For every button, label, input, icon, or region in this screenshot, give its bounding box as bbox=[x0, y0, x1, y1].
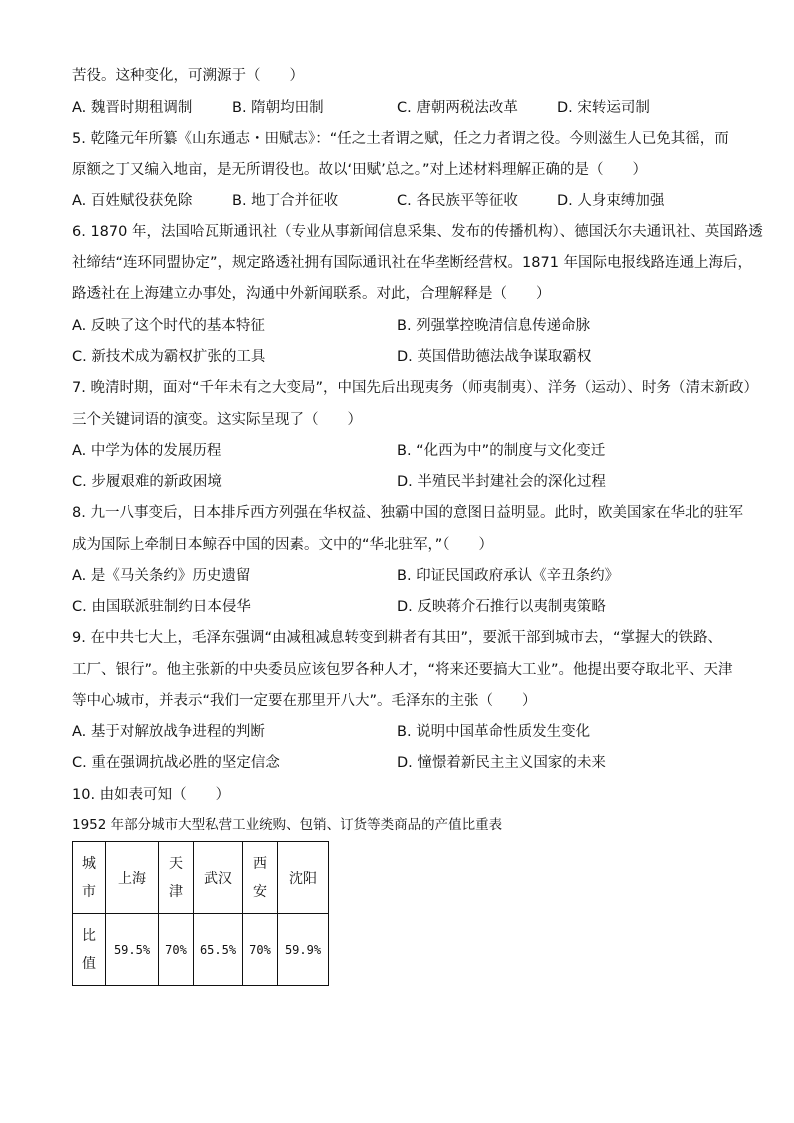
q8-option-d: D. 反映蒋介石推行以夷制夷策略 bbox=[397, 599, 606, 615]
city-name: 武汉 bbox=[204, 870, 232, 887]
city-name-char-1: 天 bbox=[169, 855, 183, 872]
header-label-char-2: 市 bbox=[82, 883, 96, 900]
q8-stem-line-1: 8. 九一八事变后，日本排斥西方列强在华权益、独霸中国的意图日益明显。此时，欧美国家在华北的驻军 bbox=[72, 505, 743, 521]
q8-option-a: A. 是《马关条约》历史遗留 bbox=[72, 568, 251, 584]
row-label-char-2: 值 bbox=[82, 955, 96, 972]
table-header-row bbox=[73, 842, 329, 914]
data-table bbox=[72, 841, 329, 986]
city-cell-wuhan bbox=[194, 842, 243, 914]
q9-option-d: D. 憧憬着新民主主义国家的未来 bbox=[397, 755, 606, 771]
q9-option-b: B. 说明中国革命性质发生变化 bbox=[397, 724, 591, 740]
q6-stem-line-1: 6. 1870 年，法国哈瓦斯通讯社（专业从事新闻信息采集、发布的传播机构）、德国沃尔夫通讯社、英国路透 bbox=[72, 224, 763, 240]
q6-option-a: A. 反映了这个时代的基本特征 bbox=[72, 318, 265, 334]
header-label-cell bbox=[73, 842, 106, 914]
value-cell-wuhan: 65.5% bbox=[194, 914, 243, 986]
q10-stem: 10. 由如表可知（ ） bbox=[72, 787, 231, 803]
city-name-char-2: 津 bbox=[169, 883, 183, 900]
q4-tail-text: 苦役。这种变化，可溯源于（ ） bbox=[72, 68, 304, 84]
q5-option-a: A. 百姓赋役获免除 bbox=[72, 193, 193, 209]
city-name-char-2: 安 bbox=[253, 883, 267, 900]
city-cell-shanghai bbox=[106, 842, 159, 914]
q5-option-c: C. 各民族平等征收 bbox=[397, 193, 518, 209]
q5-stem-line-2: 原额之丁又编入地亩，是无所谓役也。故以‘田赋’总之。”对上述材料理解正确的是（ ） bbox=[72, 162, 647, 178]
q8-option-b: B. 印证民国政府承认《辛丑条约》 bbox=[397, 568, 620, 584]
q8-option-c: C. 由国联派驻制约日本侵华 bbox=[72, 599, 251, 615]
value-cell-xian: 70% bbox=[243, 914, 278, 986]
q7-option-a: A. 中学为体的发展历程 bbox=[72, 443, 222, 459]
q9-stem-line-1: 9. 在中共七大上，毛泽东强调“由减租减息转变到耕者有其田”，要派干部到城市去，“掌握大的铁路、 bbox=[72, 630, 722, 646]
q6-stem-line-3: 路透社在上海建立办事处，沟通中外新闻联系。对此，合理解释是（ ） bbox=[72, 286, 551, 302]
value-cell-shanghai: 59.5% bbox=[106, 914, 159, 986]
q7-stem-line-2: 三个关键词语的演变。这实际呈现了（ ） bbox=[72, 412, 362, 428]
q9-stem-line-3: 等中心城市，并表示“我们一定要在那里开八大”。毛泽东的主张（ ） bbox=[72, 693, 537, 709]
table-value-row bbox=[73, 914, 329, 986]
q5-option-d: D. 人身束缚加强 bbox=[557, 193, 665, 209]
city-name: 上海 bbox=[118, 870, 146, 887]
q4-option-a: A. 魏晋时期租调制 bbox=[72, 100, 193, 116]
q6-option-c: C. 新技术成为霸权扩张的工具 bbox=[72, 349, 266, 365]
q9-stem-line-2: 工厂、银行”。他主张新的中央委员应该包罗各种人才，“将来还要搞大工业”。他提出要夺取北平、天津 bbox=[72, 662, 733, 678]
q5-stem-line-1: 5. 乾隆元年所纂《山东通志・田赋志》：“任之土者谓之赋，任之力者谓之役。今则滋生人已免其徭，而 bbox=[72, 131, 729, 147]
q4-option-d: D. 宋转运司制 bbox=[557, 100, 650, 116]
q8-stem-line-2: 成为国际上牵制日本鲸吞中国的因素。文中的“华北驻军，”（ ） bbox=[72, 537, 494, 553]
table-caption: 1952 年部分城市大型私营工业统购、包销、订货等类商品的产值比重表 bbox=[72, 817, 503, 833]
q6-option-d: D. 英国借助德法战争谋取霸权 bbox=[397, 349, 592, 365]
q4-option-c: C. 唐朝两税法改革 bbox=[397, 100, 518, 116]
row-label-cell bbox=[73, 914, 106, 986]
city-cell-tianjin bbox=[159, 842, 194, 914]
city-name: 沈阳 bbox=[289, 870, 317, 887]
q9-option-c: C. 重在强调抗战必胜的坚定信念 bbox=[72, 755, 280, 771]
q7-stem-line-1: 7. 晚清时期，面对“千年未有之大变局”，中国先后出现夷务（师夷制夷）、洋务（运动）、时务（清末新政） bbox=[72, 380, 758, 396]
q7-option-c: C. 步履艰难的新政困境 bbox=[72, 474, 222, 490]
q4-option-b: B. 隋朝均田制 bbox=[232, 100, 324, 116]
q5-option-b: B. 地丁合并征收 bbox=[232, 193, 339, 209]
value-cell-shenyang: 59.9% bbox=[278, 914, 329, 986]
row-label-char-1: 比 bbox=[82, 927, 96, 944]
q6-option-b: B. 列强掌控晚清信息传递命脉 bbox=[397, 318, 591, 334]
q7-option-b: B. “化西为中”的制度与文化变迁 bbox=[397, 443, 606, 459]
city-cell-shenyang bbox=[278, 842, 329, 914]
city-name-char-1: 西 bbox=[253, 855, 267, 872]
city-cell-xian bbox=[243, 842, 278, 914]
q7-option-d: D. 半殖民半封建社会的深化过程 bbox=[397, 474, 606, 490]
q6-stem-line-2: 社缔结“连环同盟协定”，规定路透社拥有国际通讯社在华垄断经营权。1871 年国际电报线路连通上海后， bbox=[72, 255, 753, 271]
q9-option-a: A. 基于对解放战争进程的判断 bbox=[72, 724, 265, 740]
value-cell-tianjin: 70% bbox=[159, 914, 194, 986]
header-label-char-1: 城 bbox=[82, 855, 96, 872]
